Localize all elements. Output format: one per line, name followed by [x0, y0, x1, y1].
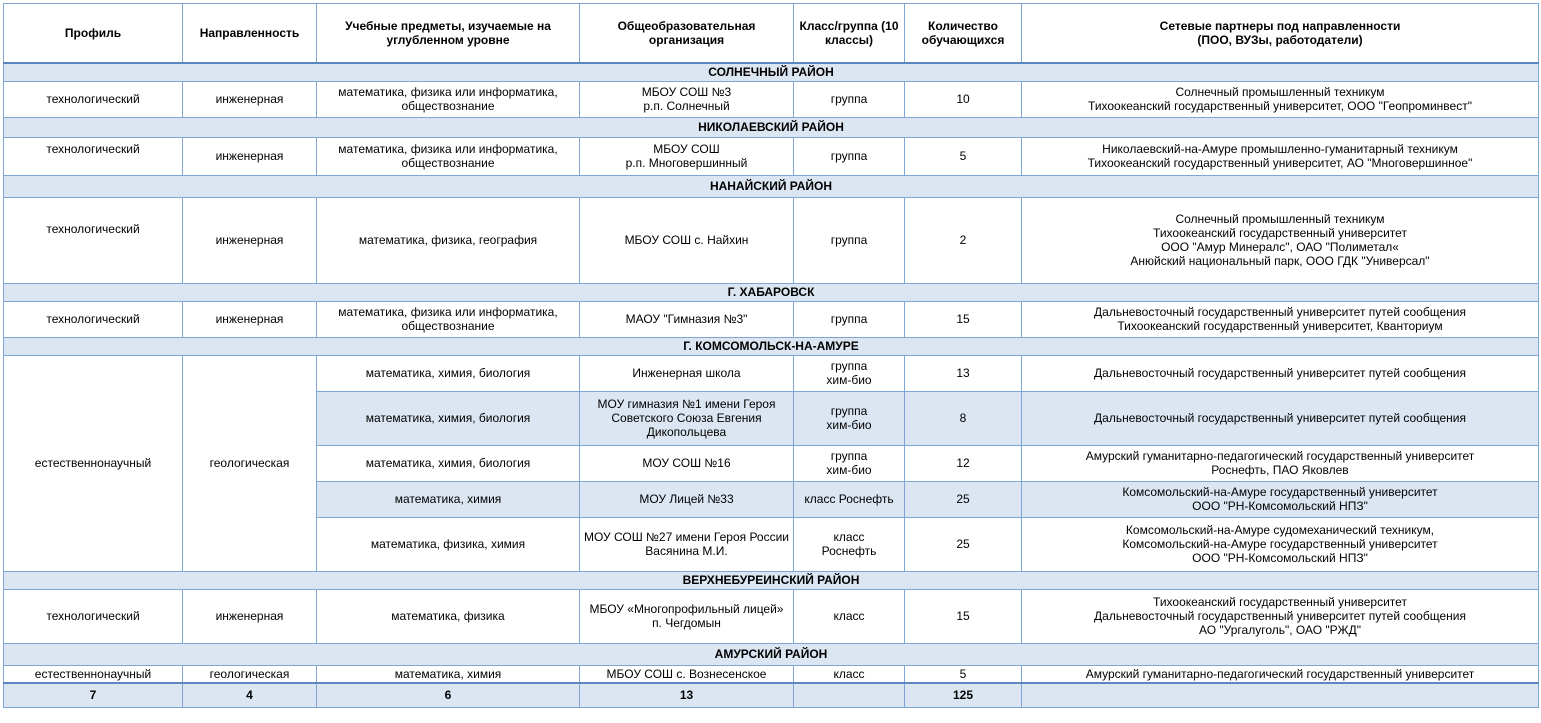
cell-org: МБОУ СОШ с. Вознесенское [580, 665, 794, 683]
table-row [4, 665, 1539, 683]
header-row [4, 4, 1539, 64]
total-org: 13 [580, 683, 794, 707]
cell-count: 10 [905, 81, 1022, 117]
cell-count: 8 [905, 391, 1022, 445]
total-profile: 7 [4, 683, 183, 707]
total-partners [1022, 683, 1539, 707]
header-partners: Сетевые партнеры под направленности (ПОО, ВУЗы, работодатели) [1022, 4, 1539, 64]
cell-subjects: математика, химия, биология [317, 445, 580, 481]
region-title: АМУРСКИЙ РАЙОН [4, 643, 1539, 665]
cell-profile: технологический [4, 589, 183, 643]
cell-subjects: математика, химия, биология [317, 391, 580, 445]
cell-class: группа [794, 81, 905, 117]
cell-org: МБОУ СОШ №3 р.п. Солнечный [580, 81, 794, 117]
cell-class: группа [794, 301, 905, 337]
cell-subjects: математика, химия [317, 665, 580, 683]
table-row [4, 355, 1539, 391]
cell-profile: технологический [4, 301, 183, 337]
cell-subjects: математика, физика, география [317, 197, 580, 283]
cell-direction: инженерная [183, 197, 317, 283]
cell-org: МОУ Лицей №33 [580, 481, 794, 517]
header-org: Общеобразовательная организация [580, 4, 794, 64]
cell-direction: инженерная [183, 137, 317, 175]
cell-partners: Солнечный промышленный техникум Тихоокеанский государственный университет ООО "Амур Минералс", ОАО "Полиметал« Анюйский национальный парк, ООО ГДК "Универсал" [1022, 197, 1539, 283]
region-title: НАНАЙСКИЙ РАЙОН [4, 175, 1539, 197]
region-title: Г. КОМСОМОЛЬСК-НА-АМУРЕ [4, 337, 1539, 355]
total-class [794, 683, 905, 707]
cell-org: МОУ СОШ №27 имени Героя России Васянина М.И. [580, 517, 794, 571]
header-profile: Профиль [4, 4, 183, 64]
region-title: Г. ХАБАРОВСК [4, 283, 1539, 301]
table-row [4, 197, 1539, 283]
totals-row [4, 683, 1539, 707]
cell-partners: Амурский гуманитарно-педагогический государственный университет [1022, 665, 1539, 683]
cell-class: группа хим-био [794, 355, 905, 391]
region-row [4, 117, 1539, 137]
cell-count: 15 [905, 589, 1022, 643]
total-count: 125 [905, 683, 1022, 707]
region-title: СОЛНЕЧНЫЙ РАЙОН [4, 63, 1539, 81]
table-row [4, 137, 1539, 175]
cell-subjects: математика, физика или информатика, обществознание [317, 81, 580, 117]
cell-count: 25 [905, 481, 1022, 517]
cell-partners: Комсомольский-на-Амуре судомеханический техникум, Комсомольский-на-Амуре государственный университет ООО "РН-Комсомольский НПЗ" [1022, 517, 1539, 571]
cell-subjects: математика, физика или информатика, обществознание [317, 301, 580, 337]
cell-partners: Николаевский-на-Амуре промышленно-гуманитарный техникум Тихоокеанский государственный университет, АО "Многовершинное" [1022, 137, 1539, 175]
cell-count: 5 [905, 137, 1022, 175]
cell-count: 13 [905, 355, 1022, 391]
cell-count: 25 [905, 517, 1022, 571]
cell-class: класс [794, 665, 905, 683]
cell-profile: технологический [4, 137, 183, 175]
header-class: Класс/группа (10 классы) [794, 4, 905, 64]
cell-direction: геологическая [183, 355, 317, 571]
cell-partners: Амурский гуманитарно-педагогический государственный университет Роснефть, ПАО Яковлев [1022, 445, 1539, 481]
cell-org: МБОУ СОШ с. Найхин [580, 197, 794, 283]
cell-partners: Тихоокеанский государственный университет Дальневосточный государственный университет путей сообщения АО "Ургалуголь", ОАО "РЖД" [1022, 589, 1539, 643]
total-subjects: 6 [317, 683, 580, 707]
cell-partners: Дальневосточный государственный университет путей сообщения [1022, 391, 1539, 445]
cell-subjects: математика, физика [317, 589, 580, 643]
cell-org: МОУ гимназия №1 имени Героя Советского Союза Евгения Дикопольцева [580, 391, 794, 445]
cell-partners: Комсомольский-на-Амуре государственный университет ООО "РН-Комсомольский НПЗ" [1022, 481, 1539, 517]
cell-class: класс Роснефть [794, 517, 905, 571]
cell-partners: Дальневосточный государственный университет путей сообщения [1022, 355, 1539, 391]
cell-class: класс Роснефть [794, 481, 905, 517]
cell-direction: инженерная [183, 301, 317, 337]
region-row [4, 643, 1539, 665]
cell-class: группа [794, 137, 905, 175]
cell-class: группа хим-био [794, 391, 905, 445]
cell-org: Инженерная школа [580, 355, 794, 391]
cell-org: МОУ СОШ №16 [580, 445, 794, 481]
cell-org: МБОУ СОШ р.п. Многовершинный [580, 137, 794, 175]
table-row [4, 301, 1539, 337]
cell-direction: инженерная [183, 81, 317, 117]
region-title: ВЕРХНЕБУРЕИНСКИЙ РАЙОН [4, 571, 1539, 589]
cell-partners: Солнечный промышленный техникум Тихоокеанский государственный университет, ООО "Геопроминвест" [1022, 81, 1539, 117]
cell-org: МБОУ «Многопрофильный лицей» п. Чегдомын [580, 589, 794, 643]
cell-direction: инженерная [183, 589, 317, 643]
cell-profile: естественнонаучный [4, 665, 183, 683]
cell-profile: технологический [4, 197, 183, 283]
region-row [4, 63, 1539, 81]
region-row [4, 175, 1539, 197]
region-title: НИКОЛАЕВСКИЙ РАЙОН [4, 117, 1539, 137]
cell-subjects: математика, физика или информатика, обществознание [317, 137, 580, 175]
region-row [4, 571, 1539, 589]
cell-profile: естественнонаучный [4, 355, 183, 571]
cell-class: класс [794, 589, 905, 643]
table-row [4, 589, 1539, 643]
header-direction: Направленность [183, 4, 317, 64]
cell-count: 15 [905, 301, 1022, 337]
region-row [4, 337, 1539, 355]
cell-class: группа хим-био [794, 445, 905, 481]
cell-subjects: математика, химия [317, 481, 580, 517]
cell-partners: Дальневосточный государственный университет путей сообщения Тихоокеанский государственный университет, Кванториум [1022, 301, 1539, 337]
total-direction: 4 [183, 683, 317, 707]
region-row [4, 283, 1539, 301]
cell-direction: геологическая [183, 665, 317, 683]
header-subjects: Учебные предметы, изучаемые на углубленном уровне [317, 4, 580, 64]
cell-count: 2 [905, 197, 1022, 283]
table-row [4, 81, 1539, 117]
cell-subjects: математика, химия, биология [317, 355, 580, 391]
cell-subjects: математика, физика, химия [317, 517, 580, 571]
schools-table [3, 3, 1539, 708]
cell-count: 5 [905, 665, 1022, 683]
cell-profile: технологический [4, 81, 183, 117]
cell-class: группа [794, 197, 905, 283]
header-count: Количество обучающихся [905, 4, 1022, 64]
cell-count: 12 [905, 445, 1022, 481]
cell-org: МАОУ "Гимназия №3" [580, 301, 794, 337]
